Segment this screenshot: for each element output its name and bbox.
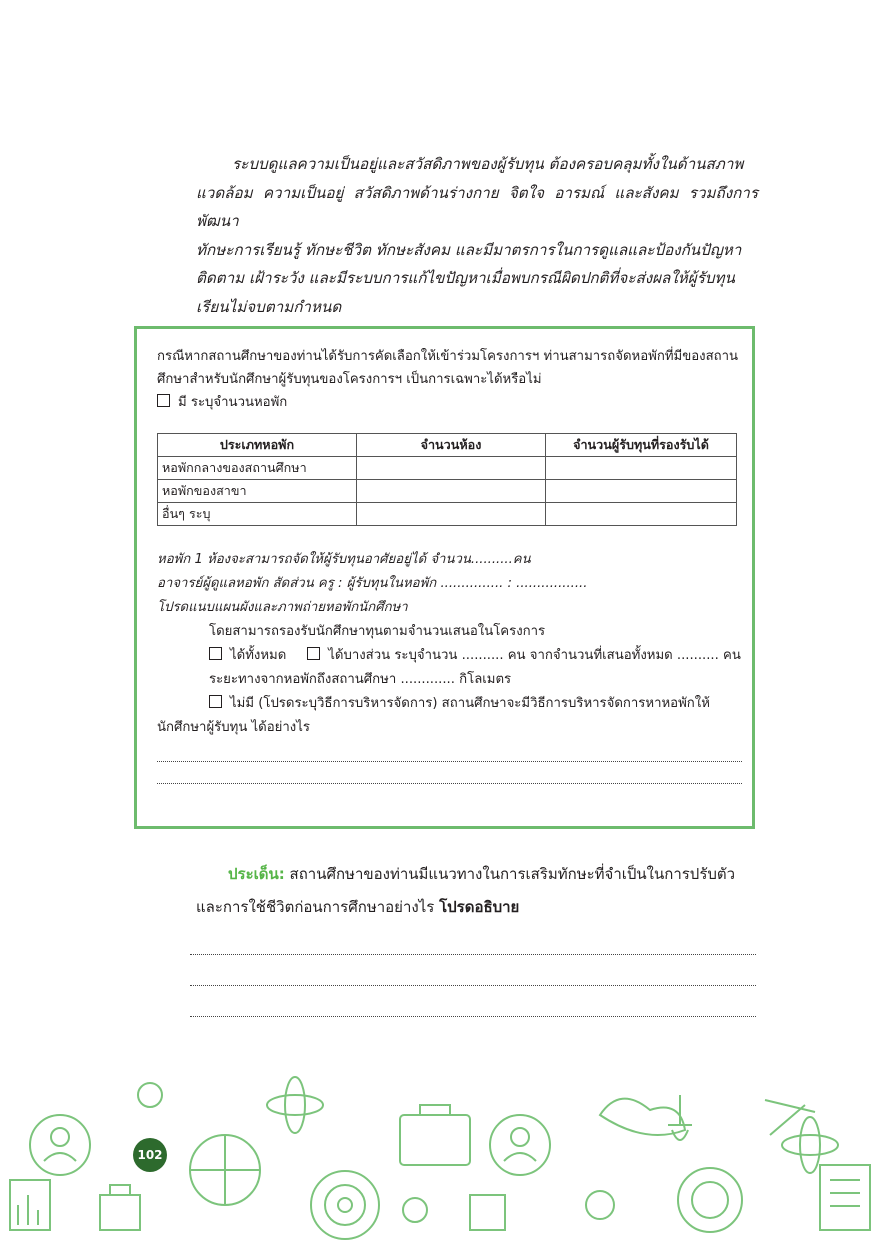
option-have-dormitory[interactable] [157, 391, 739, 414]
table-cell: อื่นๆ ระบุ [158, 503, 357, 526]
question-line: ศึกษาสำหรับนักศึกษาผู้รับทุนของโครงการฯ เป็นการเฉพาะได้หรือไม่ [157, 372, 542, 387]
intro-line: ทักษะการเรียนรู้ ทักษะชีวิต ทักษะสังคม และมีมาตรการในการดูแลและป้องกันปัญหา [196, 240, 742, 259]
option-none-continued: นักศึกษาผู้รับทุน ได้อย่างไร [157, 720, 310, 735]
intro-line: ระบบดูแลความเป็นอยู่และสวัสดิภาพของผู้รับทุน ต้องครอบคลุมทั้งในด้านสภาพ [232, 155, 744, 173]
dormitory-question [157, 345, 739, 414]
target-icon [678, 1168, 742, 1232]
room-count-cell[interactable] [357, 457, 546, 480]
dormitory-details [157, 548, 742, 784]
gear-icon [586, 1191, 614, 1219]
bar-chart-icon [10, 1180, 50, 1230]
room-count-cell[interactable] [357, 480, 546, 503]
question-line: กรณีหากสถานศึกษาของท่านได้รับการคัดเลือกให้เข้าร่วมโครงการฯ ท่านสามารถจัดหอพักที่มีของสถาน [157, 349, 739, 364]
answer-line[interactable] [190, 955, 756, 986]
table-row [158, 480, 737, 503]
dormitory-question-box [134, 326, 755, 829]
gear-icon [138, 1083, 162, 1107]
table-header: ประเภทหอพัก [158, 434, 357, 457]
room-count-cell[interactable] [357, 503, 546, 526]
option-partial-label: ได้บางส่วน ระบุจำนวน .......... คน จากจำนวนที่เสนอทั้งหมด .......... คน [328, 648, 741, 663]
presentation-icon [470, 1195, 505, 1230]
capacity-cell[interactable] [546, 457, 737, 480]
table-cell: หอพักกลางของสถานศึกษา [158, 457, 357, 480]
issue-keyword: ประเด็น: [228, 865, 285, 883]
option-none-label: ไม่มี (โปรดระบุวิธีการบริหารจัดการ) สถานศึกษาจะมีวิธีการบริหารจัดการหาหอพักให้ [230, 696, 710, 711]
checkbox[interactable] [157, 394, 170, 407]
target-icon [311, 1171, 379, 1239]
table-row [158, 503, 737, 526]
intro-line: ติดตาม เฝ้าระวัง และมีระบบการแก้ไขปัญหาเมื่อพบกรณีผิดปกติที่จะส่งผลให้ผู้รับทุน [196, 269, 735, 288]
capacity-cell[interactable] [546, 503, 737, 526]
table-row [158, 457, 737, 480]
intro-line: แวดล้อม ความเป็นอยู่ สวัสดิภาพด้านร่างกาย จิตใจ อารมณ์ และสังคม รวมถึงการพัฒนา [196, 183, 758, 231]
issue-explain: โปรดอธิบาย [439, 898, 520, 916]
distance-line: ระยะทางจากหอพักถึงสถานศึกษา ............. กิโลเมตร [209, 672, 512, 687]
capacity-cell[interactable] [546, 480, 737, 503]
table-header: จำนวนห้อง [357, 434, 546, 457]
checkbox-partial[interactable] [307, 647, 320, 660]
answer-line[interactable] [190, 924, 756, 955]
option-label: มี ระบุจำนวนหอพัก [178, 395, 288, 410]
note-line: หอพัก 1 ห้องจะสามารถจัดให้ผู้รับทุนอาศัยอยู่ได้ จำนวน..........คน [157, 552, 531, 567]
cloud-icon [600, 1099, 685, 1135]
note-line: อาจารย์ผู้ดูแลหอพัก สัดส่วน ครู : ผู้รับทุนในหอพัก ............... : ................. [157, 576, 588, 591]
option-none [157, 692, 742, 716]
checkbox-none[interactable] [209, 695, 222, 708]
document-icon [820, 1165, 870, 1230]
capacity-options [157, 644, 742, 668]
answer-line[interactable] [190, 986, 756, 1017]
checkbox-all[interactable] [209, 647, 222, 660]
note-line: โปรดแนบแผนผังและภาพถ่ายหอพักนักศึกษา [157, 600, 408, 615]
gear-icon [403, 1198, 427, 1222]
page-number: 102 [133, 1138, 167, 1172]
intro-line: เรียนไม่จบตามกำหนด [196, 297, 342, 316]
answer-line[interactable] [157, 740, 742, 762]
dormitory-table [157, 433, 737, 526]
issue-section [196, 858, 756, 1017]
issue-line [196, 891, 756, 924]
option-all-label: ได้ทั้งหมด [230, 648, 287, 663]
capacity-text: โดยสามารถรองรับนักศึกษาทุนตามจำนวนเสนอในโครงการ [209, 624, 546, 639]
intro-paragraph [196, 150, 758, 322]
issue-line [196, 858, 756, 891]
atom-icon [267, 1095, 323, 1115]
issue-text: สถานศึกษาของท่านมีแนวทางในการเสริมทักษะที่จำเป็นในการปรับตัว [284, 865, 736, 883]
puzzle-icon [100, 1185, 140, 1230]
answer-line[interactable] [157, 762, 742, 784]
table-header: จำนวนผู้รับทุนที่รองรับได้ [546, 434, 737, 457]
atom-icon [782, 1135, 838, 1155]
issue-text: และการใช้ชีวิตก่อนการศึกษาอย่างไร [196, 898, 440, 916]
briefcase-icon [400, 1115, 470, 1165]
table-cell: หอพักของสาขา [158, 480, 357, 503]
